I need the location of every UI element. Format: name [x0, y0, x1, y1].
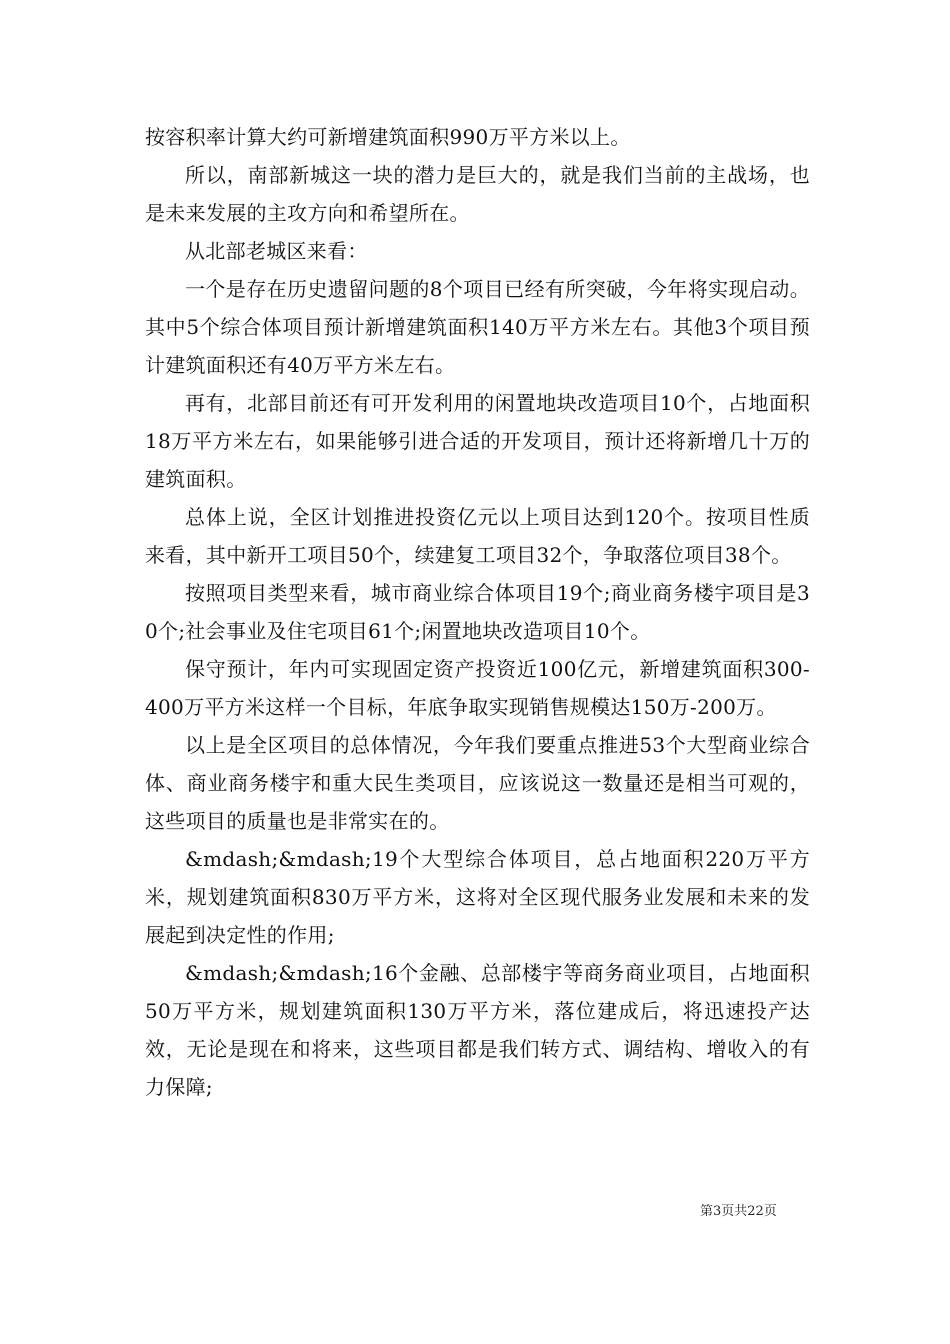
- document-body: [145, 118, 810, 1106]
- paragraph: 按照项目类型来看，城市商业综合体项目19个;商业商务楼宇项目是30个;社会事业及住宅项目61个;闲置地块改造项目10个。: [145, 581, 810, 643]
- paragraph: 以上是全区项目的总体情况，今年我们要重点推进53个大型商业综合体、商业商务楼宇和重大民生类项目，应该说这一数量还是相当可观的，这些项目的质量也是非常实在的。: [145, 733, 810, 833]
- paragraph: 一个是存在历史遗留问题的8个项目已经有所突破，今年将实现启动。其中5个综合体项目预计新增建筑面积140万平方米左右。其他3个项目预计建筑面积还有40万平方米左右。: [145, 277, 810, 377]
- paragraph: &mdash;&mdash;16个金融、总部楼宇等商务商业项目，占地面积50万平方米，规划建筑面积130万平方米，落位建成后，将迅速投产达效，无论是现在和将来，这些项目都是我们转方式、调结构、增收入的有力保障;: [145, 961, 810, 1099]
- paragraph: 总体上说，全区计划推进投资亿元以上项目达到120个。按项目性质来看，其中新开工项目50个，续建复工项目32个，争取落位项目38个。: [145, 505, 810, 567]
- paragraph: 按容积率计算大约可新增建筑面积990万平方米以上。: [145, 125, 631, 149]
- paragraph: 再有，北部目前还有可开发利用的闲置地块改造项目10个，占地面积18万平方米左右，如果能够引进合适的开发项目，预计还将新增几十万的建筑面积。: [145, 391, 810, 491]
- paragraph: 从北部老城区来看：: [185, 239, 368, 263]
- paragraph: &mdash;&mdash;19个大型综合体项目，总占地面积220万平方米，规划建筑面积830万平方米，这将对全区现代服务业发展和未来的发展起到决定性的作用;: [145, 847, 810, 947]
- page-number: 第3页共22页: [700, 1204, 777, 1219]
- paragraph: 所以，南部新城这一块的潜力是巨大的，就是我们当前的主战场，也是未来发展的主攻方向和希望所在。: [145, 163, 810, 225]
- paragraph: 保守预计，年内可实现固定资产投资近100亿元，新增建筑面积300-400万平方米这样一个目标，年底争取实现销售规模达150万-200万。: [145, 657, 810, 719]
